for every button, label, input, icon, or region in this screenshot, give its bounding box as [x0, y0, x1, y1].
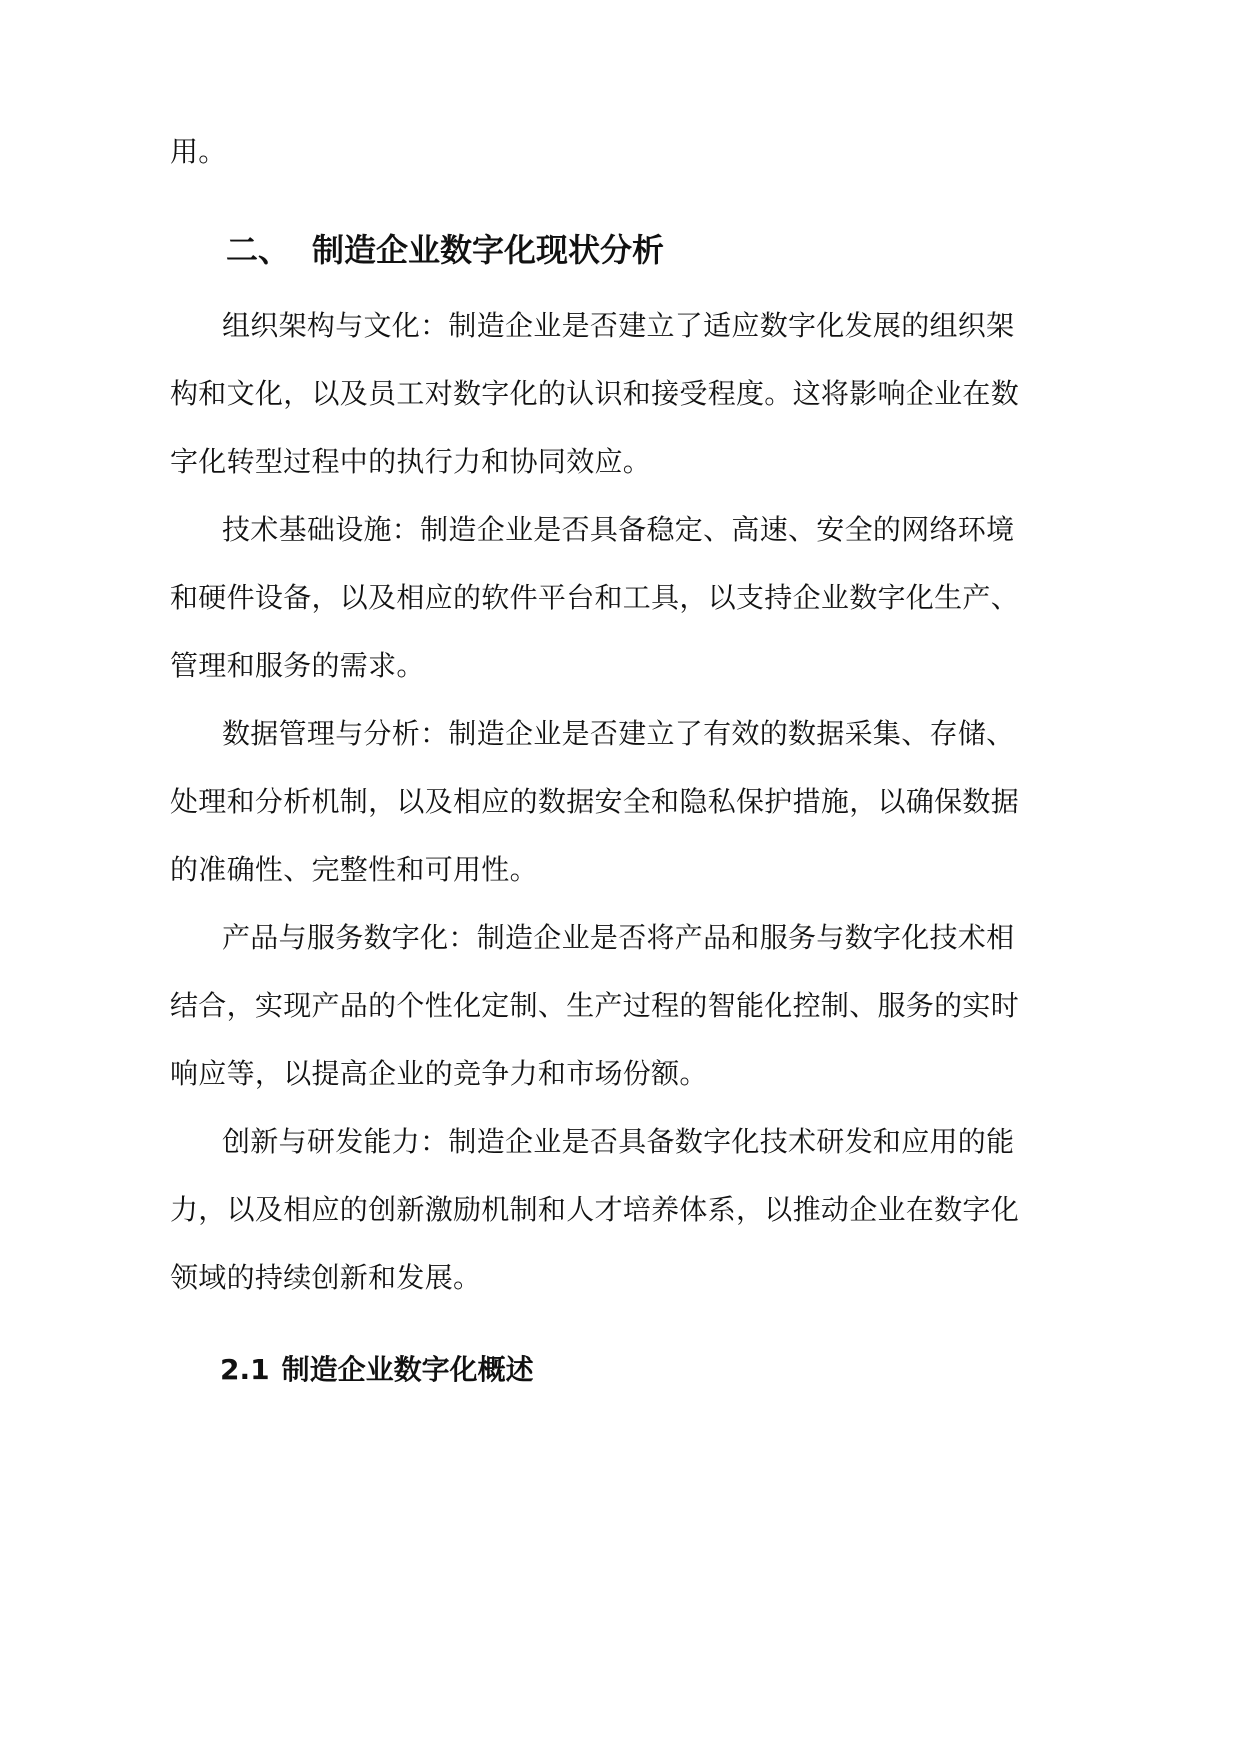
section-number: 二、	[226, 231, 291, 269]
paragraph-line: 构和文化，以及员工对数字化的认识和接受程度。这将影响企业在数	[170, 377, 1020, 410]
paragraph-line: 字化转型过程中的执行力和协同效应。	[170, 445, 652, 478]
paragraph-line: 数据管理与分析：制造企业是否建立了有效的数据采集、存储、	[222, 717, 1015, 750]
paragraph-line: 技术基础设施：制造企业是否具备稳定、高速、安全的网络环境	[222, 513, 1015, 546]
paragraph-line: 结合，实现产品的个性化定制、生产过程的智能化控制、服务的实时	[170, 989, 1020, 1022]
paragraph-line: 处理和分析机制，以及相应的数据安全和隐私保护措施，以确保数据	[170, 785, 1020, 818]
section-heading	[226, 228, 664, 272]
paragraph-line: 和硬件设备，以及相应的软件平台和工具，以支持企业数字化生产、	[170, 581, 1020, 614]
subsection-title: 制造企业数字化概述	[281, 1353, 534, 1386]
paragraph-line: 组织架构与文化：制造企业是否建立了适应数字化发展的组织架	[222, 309, 1015, 342]
paragraph-line: 的准确性、完整性和可用性。	[170, 853, 538, 886]
subsection-number: 2.1	[220, 1353, 270, 1386]
paragraph-line: 力，以及相应的创新激励机制和人才培养体系，以推动企业在数字化	[170, 1193, 1020, 1226]
section-title: 制造企业数字化现状分析	[312, 231, 665, 269]
paragraph-line: 领域的持续创新和发展。	[170, 1261, 482, 1294]
paragraph-line: 响应等，以提高企业的竞争力和市场份额。	[170, 1057, 708, 1090]
paragraph-line: 产品与服务数字化：制造企业是否将产品和服务与数字化技术相	[222, 921, 1015, 954]
paragraph-line: 创新与研发能力：制造企业是否具备数字化技术研发和应用的能	[222, 1125, 1015, 1158]
subsection-heading	[220, 1350, 534, 1390]
intro-tail-text: 用。	[170, 135, 227, 168]
paragraph-line: 管理和服务的需求。	[170, 649, 425, 682]
